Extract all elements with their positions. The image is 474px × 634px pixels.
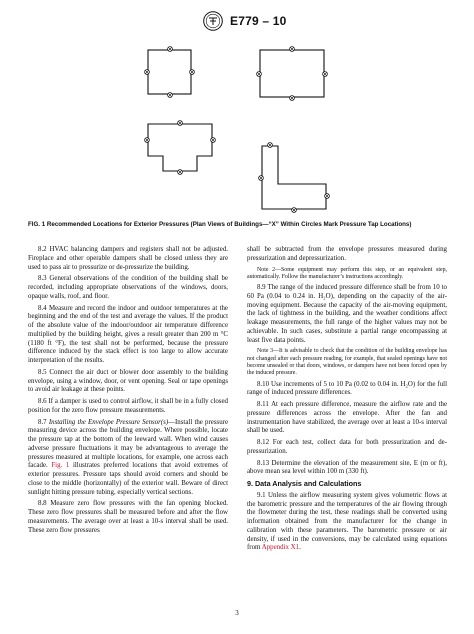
paragraph-8-4: 8.4 Measure and record the indoor and outdoor temperatures at the beginning and the end of the test and average the values. If the product of the absolute value of the indoor/outdoor air temperature difference multiplied by the building height, gives a result greater than 200 m °C (1180 ft °F), the test shall not be performed, because the pressure difference induced by the stack effect is too large to allow accurate interpretation of the results. <box>28 304 228 364</box>
section-9-heading: 9. Data Analysis and Calculations <box>247 479 362 489</box>
p87-heading: Installing the Envelope Pressure Sensor(s) <box>48 418 169 426</box>
p87-lead: 8.7 <box>38 418 49 426</box>
figure-1-link[interactable]: Fig. 1 <box>51 462 70 470</box>
p87-text-a: —Install the pressure measuring device across the building envelope. Where possible, locate the pressure tap at the bottom of the leeward wall. When wind causes adverse pressure fluctuations it may be advantageous to average the pressures measured at multiple locations, for example, one across each facade. <box>28 418 229 470</box>
paragraph-8-3: 8.3 General observations of the condition of the building shall be recorded, including appropriate observations of the windows, doors, opaque walls, roof, and floor. <box>28 275 228 300</box>
document-number: E779 – 10 <box>230 14 287 28</box>
astm-logo-icon <box>203 11 223 31</box>
p91-text-b: . <box>299 544 301 552</box>
page-header <box>0 11 474 33</box>
paragraph-8-6: 8.6 If a damper is used to control airflow, it shall be in a fully closed position for the zero flow pressure measurements. <box>28 398 228 414</box>
stepped-building-plan <box>145 121 216 175</box>
note-3: Note 3—It is advisable to check that the condition of the building envelope has not changed after each pressure reading, for example, that sealed openings have not become unsealed or that doors, windows, or dampers have not been forced open by the induced pressure. <box>247 348 447 377</box>
note-2: Note 2—Some equipment may perform this step, or an equivalent step, automatically. Follow the manufacturer’s instructions accordingly. <box>247 266 447 280</box>
rectangular-building-plan <box>257 47 328 101</box>
square-building-plan <box>145 47 195 98</box>
paragraph-8-7 <box>28 419 228 498</box>
p87-text-b: illustrates preferred locations that avoid extremes of exterior pressures. Pressure taps should avoid corners and should be close to the middle (horizontally) of the exterior wall. Beware of direct sunlight hitting pressure tubing, especially vertical sections. <box>28 462 228 496</box>
building-plan-figure <box>0 36 474 216</box>
p91-text-a: 9.1 Unless the airflow measuring system gives volumetric flows at the barometric pressure and the temperatures of the air flowing through the flowmeter during the test, these readings shall be converted using information obtained from the manufacturer for the change in calibration with these parameters. The barometric pressure or air density, if used in the conversions, may be calculated using equations from <box>247 491 447 552</box>
paragraph-8-13: 8.13 Determine the elevation of the measurement site, E (m or ft), above mean sea level within 100 m (330 ft). <box>247 459 447 476</box>
paragraph-9-1 <box>247 492 447 553</box>
paragraph-8-8: 8.8 Measure zero flow pressures with the fan opening blocked. These zero flow pressures shall be measured before and after the flow measurements. The average over at least a 10-s interval shall be used. These zero flow pressures <box>28 500 228 534</box>
paragraph-8-5: 8.5 Connect the air duct or blower door assembly to the building envelope, using a window, door, or vent opening. Seal or tape openings to avoid air leakage at these points. <box>28 368 228 394</box>
paragraph-8-10: 8.10 Use increments of 5 to 10 Pa (0.02 to 0.04 in. H₂O) for the full range of induced pressure differences. <box>247 380 447 397</box>
paragraph-8-9: 8.9 The range of the induced pressure difference shall be from 10 to 60 Pa (0.04 to 0.24 in. H₂O), depending on the capacity of the air-moving equipment. Because the capacity of the air-moving equipment, the lack of tightness in the building, and the weather conditions affect leakage measurements, the full range of the higher values may not be achievable. In such cases, substitute a partial range encompassing at least five data points. <box>247 284 447 344</box>
appendix-x1-link[interactable]: Appendix X1 <box>261 544 300 552</box>
page-number: 3 <box>235 609 239 617</box>
l-shaped-building-plan <box>259 143 330 213</box>
paragraph-8-12: 8.12 For each test, collect data for both pressurization and de-pressurization. <box>247 439 447 455</box>
right-column <box>247 246 447 556</box>
figure-caption: FIG. 1 Recommended Locations for Exterior Pressures (Plan Views of Buildings—“X” Within Circles Mark Pressure Tap Locations) <box>28 221 412 228</box>
left-column <box>28 246 228 538</box>
paragraph-8-8-continued: shall be subtracted from the envelope pressures measured during pressurization and depressurization. <box>247 246 447 262</box>
paragraph-8-11: 8.11 At each pressure difference, measure the airflow rate and the pressure differences across the envelope. After the fan and instrumentation have stabilized, the average over at least a 10-s interval shall be used. <box>247 401 447 435</box>
paragraph-8-2: 8.2 HVAC balancing dampers and registers shall not be adjusted. Fireplace and other operable dampers shall be closed unless they are used to pass air to pressurize or de-pressurize the building. <box>28 246 228 271</box>
